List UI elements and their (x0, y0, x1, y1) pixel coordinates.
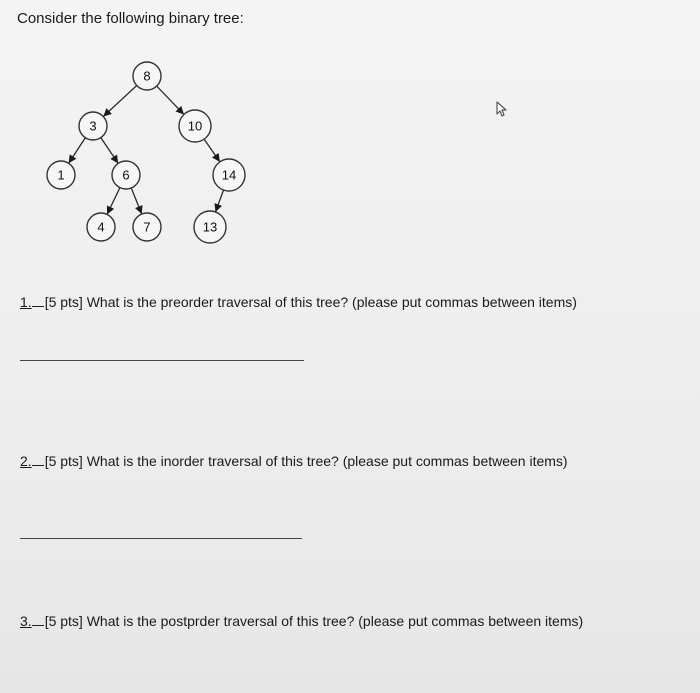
tree-edge-arrowhead (110, 155, 118, 164)
tree-node-label: 6 (122, 167, 130, 183)
tree-node-4 (87, 213, 115, 241)
tree-node-label: 8 (143, 68, 151, 84)
question-1-text: [5 pts] What is the preorder traversal of this tree? (please put commas between items) (44, 294, 577, 310)
tree-node-label: 10 (187, 118, 203, 134)
tree-node-label: 14 (221, 167, 237, 183)
mouse-cursor-icon (494, 100, 512, 120)
answer-line-1[interactable] (20, 360, 304, 361)
intro-text: Consider the following binary tree: (17, 10, 244, 27)
tree-node-label: 1 (57, 167, 65, 183)
question-2-number: 2. (20, 453, 32, 469)
tree-node-3 (79, 112, 107, 140)
question-3-underline (32, 625, 44, 626)
tree-node-10 (179, 110, 211, 142)
tree-node-8 (133, 62, 161, 90)
answer-line-2[interactable] (20, 538, 302, 539)
tree-node-label: 3 (89, 118, 97, 134)
tree-node-7 (133, 213, 161, 241)
question-1-number: 1. (20, 294, 32, 310)
question-3-text: [5 pts] What is the postprder traversal of this tree? (please put commas between items) (44, 613, 584, 629)
binary-tree-diagram (0, 0, 700, 260)
tree-node-label: 13 (202, 219, 218, 235)
tree-node-1 (47, 161, 75, 189)
tree-node-label: 4 (97, 219, 105, 235)
question-3-number: 3. (20, 613, 32, 629)
question-1-underline (32, 306, 44, 307)
tree-node-6 (112, 161, 140, 189)
tree-node-13 (194, 211, 226, 243)
question-2 (20, 453, 568, 469)
question-3 (20, 613, 583, 629)
tree-edge-arrowhead (69, 154, 77, 163)
question-2-underline (32, 465, 44, 466)
question-2-text: [5 pts] What is the inorder traversal of this tree? (please put commas between items) (44, 453, 568, 469)
tree-node-label: 7 (143, 219, 151, 235)
tree-node-14 (213, 159, 245, 191)
question-1 (20, 294, 577, 310)
tree-edge-arrowhead (212, 153, 220, 162)
